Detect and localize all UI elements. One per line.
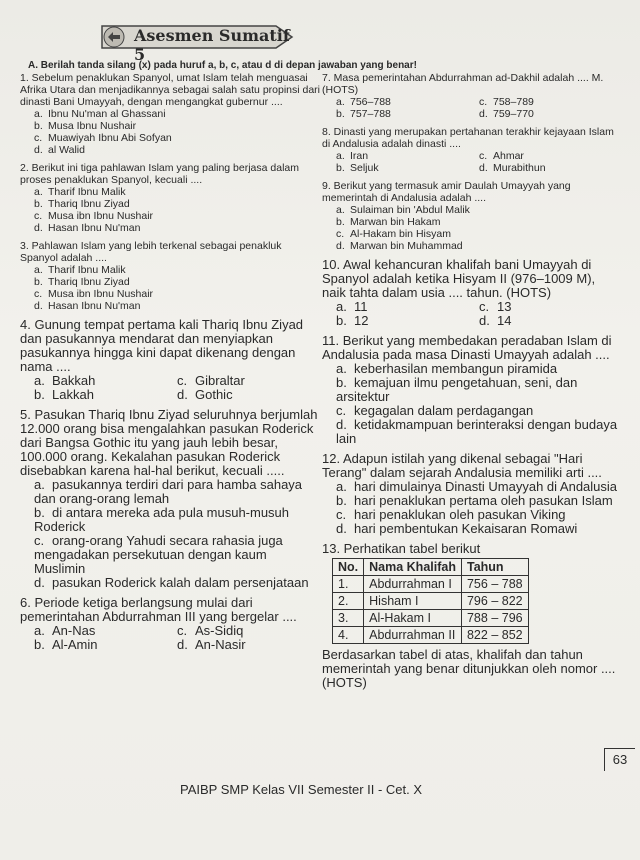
question-item (322, 72, 622, 120)
question-stem: 6. Periode ketiga berlangsung mulai dari pemerintahan Abdurrahman III yang bergelar .... (20, 595, 297, 624)
option-text: Marwan bin Hakam (350, 216, 441, 228)
page-footer: PAIBP SMP Kelas VII Semester II - Cet. X (180, 782, 423, 797)
option-text: Sulaiman bin 'Abdul Malik (350, 204, 470, 216)
answer-option[interactable] (336, 362, 622, 376)
question-stem: 10. Awal kehancuran khalifah bani Umayyah di Spanyol adalah ketika Hisyam II (976–1009 M), naik tahta dalam usia .... tahun. (HOTS) (322, 257, 596, 300)
answer-options (20, 478, 320, 590)
answer-option[interactable] (336, 494, 622, 508)
option-letter: b. (336, 493, 347, 508)
option-text: pasukan Roderick kalah dalam persenjataan (52, 575, 309, 590)
table-cell: 3. (333, 610, 364, 627)
answer-option[interactable] (34, 132, 320, 144)
khalifah-table (332, 558, 529, 644)
option-text: Bakkah (52, 373, 96, 388)
question-stem: 12. Adapun istilah yang dikenal sebagai "Hari Terang" dalam sejarah Andalusia memiliki arti .... (322, 451, 602, 480)
question-item (20, 408, 320, 590)
option-text: 14 (497, 313, 512, 328)
question-stem: 7. Masa pemerintahan Abdurrahman ad-Dakhil adalah .... M. (HOTS) (322, 72, 604, 96)
option-letter: c. (177, 373, 188, 388)
option-letter: d. (34, 300, 43, 312)
option-letter: b. (34, 276, 43, 288)
table-cell: 756 – 788 (461, 576, 528, 593)
option-letter: d. (336, 521, 347, 536)
answer-option[interactable] (336, 314, 479, 328)
table-row (333, 576, 529, 593)
option-text: al Walid (48, 144, 85, 156)
option-letter: c. (479, 299, 490, 314)
table-header-row (333, 559, 529, 576)
option-text: Ibnu Nu'man al Ghassani (48, 108, 166, 120)
answer-options (20, 186, 320, 234)
question-item (322, 452, 622, 536)
option-text: 757–788 (350, 108, 391, 120)
option-text: Muawiyah Ibnu Abi Sofyan (48, 132, 172, 144)
answer-option[interactable] (479, 162, 622, 174)
question-item (322, 334, 622, 446)
answer-option[interactable] (34, 144, 320, 156)
page-number: 63 (604, 748, 635, 771)
answer-options (20, 264, 320, 312)
answer-option[interactable] (336, 150, 479, 162)
answer-options (322, 300, 622, 328)
answer-option[interactable] (34, 576, 320, 590)
table-cell: Al-Hakam I (364, 610, 462, 627)
option-letter: b. (336, 313, 347, 328)
option-text: Ahmar (493, 150, 524, 162)
question-stem: 9. Berikut yang termasuk amir Daulah Umayyah yang memerintah di Andalusia adalah .... (322, 180, 571, 204)
option-text: Thariq Ibnu Ziyad (48, 198, 130, 210)
answer-option[interactable] (336, 162, 479, 174)
option-letter: a. (34, 108, 43, 120)
option-text: Murabithun (493, 162, 546, 174)
option-text: Gibraltar (195, 373, 245, 388)
table-cell: 1. (333, 576, 364, 593)
option-text: hari penaklukan pertama oleh pasukan Islam (354, 493, 613, 508)
option-text: Al-Hakam bin Hisyam (350, 228, 451, 240)
answer-option[interactable] (34, 478, 320, 506)
answer-options (322, 480, 622, 536)
option-letter: a. (34, 264, 43, 276)
answer-option[interactable] (34, 534, 320, 576)
answer-option[interactable] (34, 638, 177, 652)
option-letter: c. (479, 150, 488, 162)
table-header-cell: Tahun (461, 559, 528, 576)
answer-option[interactable] (34, 288, 320, 300)
option-text: As-Sidiq (195, 623, 244, 638)
option-letter: c. (34, 533, 45, 548)
option-letter: a. (336, 150, 345, 162)
question-13 (322, 542, 622, 690)
option-letter: a. (336, 299, 347, 314)
answer-option[interactable] (34, 264, 320, 276)
option-text: Hasan Ibnu Nu'man (48, 222, 141, 234)
option-letter: d. (177, 387, 188, 402)
answer-option[interactable] (34, 186, 320, 198)
answer-option[interactable] (34, 374, 177, 388)
answer-option[interactable] (336, 108, 479, 120)
answer-option[interactable] (177, 388, 320, 402)
answer-option[interactable] (34, 120, 320, 132)
table-cell: 4. (333, 627, 364, 644)
answer-option[interactable] (336, 300, 479, 314)
answer-option[interactable] (336, 216, 622, 228)
option-letter: d. (336, 417, 347, 432)
option-letter: c. (336, 228, 345, 240)
table-cell: Abdurrahman II (364, 627, 462, 644)
banner-title: Asesmen Sumatif 5 (134, 26, 290, 64)
option-letter: d. (34, 575, 45, 590)
option-letter: a. (336, 361, 347, 376)
option-letter: b. (336, 162, 345, 174)
option-text: Musa ibn Ibnu Nushair (48, 288, 154, 300)
table-cell: Hisham I (364, 593, 462, 610)
option-letter: a. (34, 623, 45, 638)
question-stem: 3. Pahlawan Islam yang lebih terkenal sebagai penakluk Spanyol adalah .... (20, 240, 282, 264)
answer-option[interactable] (34, 506, 320, 534)
question-stem: 4. Gunung tempat pertama kali Thariq Ibnu Ziyad dan pasukannya mendarat dan menyiapkan pasukannya hingga kini dapat dikenang dengan nama .... (20, 317, 304, 374)
question-item (20, 596, 320, 652)
answer-options (322, 96, 622, 120)
option-text: Tharif Ibnu Malik (48, 264, 126, 276)
answer-options (322, 204, 622, 252)
option-text: Hasan Ibnu Nu'man (48, 300, 141, 312)
answer-option[interactable] (34, 300, 320, 312)
option-letter: c. (479, 96, 488, 108)
option-text: Gothic (195, 387, 233, 402)
table-cell: 796 – 822 (461, 593, 528, 610)
instruction-text: A. Berilah tanda silang (x) pada huruf a, b, c, atau d di depan jawaban yang benar! (28, 60, 417, 71)
option-text: An-Nas (52, 623, 96, 638)
answer-option[interactable] (336, 522, 622, 536)
option-letter: a. (336, 479, 347, 494)
option-letter: d. (479, 162, 488, 174)
option-text: 756–788 (350, 96, 391, 108)
option-letter: c. (177, 623, 188, 638)
option-letter: d. (177, 637, 188, 652)
answer-option[interactable] (336, 404, 622, 418)
question-stem: 11. Berikut yang membedakan peradaban Islam di Andalusia pada masa Dinasti Umayyah adalah .... (322, 333, 612, 362)
option-text: Musa Ibnu Nushair (48, 120, 137, 132)
answer-option[interactable] (177, 624, 320, 638)
answer-option[interactable] (336, 240, 622, 252)
answer-options (20, 624, 320, 652)
option-text: 11 (354, 299, 368, 314)
option-letter: c. (34, 132, 43, 144)
option-text: Tharif Ibnu Malik (48, 186, 126, 198)
option-text: 759–770 (493, 108, 534, 120)
answer-option[interactable] (479, 300, 622, 314)
option-text: Thariq Ibnu Ziyad (48, 276, 130, 288)
option-text: Iran (350, 150, 369, 162)
option-text: Al-Amin (52, 637, 98, 652)
question-item (322, 126, 622, 174)
option-text: hari pembentukan Kekaisaran Romawi (354, 521, 578, 536)
question-stem: 5. Pasukan Thariq Ibnu Ziyad seluruhnya berjumlah 12.000 orang bisa mengalahkan pasukan Roderick dari Bangsa Gothic itu yang jauh lebih besar, 100.000 orang. Kekalahan pasukan Roderick disebabkan karena hal-hal berikut, kecuali ..... (20, 407, 318, 478)
option-text: An-Nasir (195, 637, 246, 652)
table-header-cell: No. (333, 559, 364, 576)
answer-option[interactable] (336, 508, 622, 522)
answer-option[interactable] (336, 228, 622, 240)
option-text: orang-orang Yahudi secara rahasia juga mengadakan persekutuan dengan kaum Muslimin (34, 533, 283, 576)
left-column (20, 72, 320, 658)
table-cell: 788 – 796 (461, 610, 528, 627)
option-letter: c. (34, 210, 43, 222)
option-text: ketidakmampuan berinteraksi dengan budaya lain (336, 417, 618, 446)
option-text: kemajuan ilmu pengetahuan, seni, dan arsitektur (336, 375, 578, 404)
option-letter: d. (479, 313, 490, 328)
assessment-banner (96, 22, 296, 64)
question-item (20, 72, 320, 156)
option-text: kegagalan dalam perdagangan (354, 403, 534, 418)
answer-option[interactable] (34, 388, 177, 402)
option-letter: b. (34, 120, 43, 132)
option-text: keberhasilan membangun piramida (354, 361, 558, 376)
answer-option[interactable] (479, 96, 622, 108)
option-letter: c. (34, 288, 43, 300)
answer-option[interactable] (34, 108, 320, 120)
option-text: 13 (497, 299, 512, 314)
answer-options (322, 150, 622, 174)
answer-option[interactable] (479, 108, 622, 120)
answer-option[interactable] (34, 276, 320, 288)
option-letter: c. (336, 507, 347, 522)
question-item (20, 240, 320, 312)
question-followup: Berdasarkan tabel di atas, khalifah dan tahun memerintah yang benar ditunjukkan oleh nomor .... (HOTS) (322, 647, 616, 690)
answer-option[interactable] (177, 374, 320, 388)
option-letter: b. (34, 505, 45, 520)
option-letter: b. (34, 387, 45, 402)
question-item (20, 318, 320, 402)
option-letter: a. (336, 204, 345, 216)
option-text: Lakkah (52, 387, 94, 402)
option-letter: a. (336, 96, 345, 108)
option-letter: c. (336, 403, 347, 418)
table-header-cell: Nama Khalifah (364, 559, 462, 576)
option-text: di antara mereka ada pula musuh-musuh Roderick (34, 505, 290, 534)
table-row (333, 593, 529, 610)
right-column (322, 72, 622, 696)
answer-option[interactable] (336, 418, 622, 446)
option-letter: a. (34, 186, 43, 198)
table-cell: 822 – 852 (461, 627, 528, 644)
answer-options (322, 362, 622, 446)
answer-option[interactable] (34, 210, 320, 222)
option-text: Seljuk (350, 162, 379, 174)
question-item (20, 162, 320, 234)
answer-option[interactable] (479, 150, 622, 162)
option-text: 12 (354, 313, 369, 328)
answer-options (20, 374, 320, 402)
option-letter: a. (34, 477, 45, 492)
question-item (322, 258, 622, 328)
answer-option[interactable] (336, 480, 622, 494)
option-text: 758–789 (493, 96, 534, 108)
answer-option[interactable] (34, 198, 320, 210)
answer-option[interactable] (479, 314, 622, 328)
option-letter: d. (336, 240, 345, 252)
question-stem: 8. Dinasti yang merupakan pertahanan terakhir kejayaan Islam di Andalusia adalah dinasti .... (322, 126, 614, 150)
answer-option[interactable] (34, 624, 177, 638)
answer-option[interactable] (336, 376, 622, 404)
option-letter: b. (336, 375, 347, 390)
option-letter: b. (336, 108, 345, 120)
answer-option[interactable] (336, 204, 622, 216)
answer-option[interactable] (336, 96, 479, 108)
option-letter: b. (336, 216, 345, 228)
table-cell: 2. (333, 593, 364, 610)
option-text: pasukannya terdiri dari para hamba sahaya dan orang-orang lemah (34, 477, 303, 506)
option-letter: b. (34, 198, 43, 210)
option-text: Marwan bin Muhammad (350, 240, 463, 252)
question-item (322, 180, 622, 252)
option-text: hari penaklukan oleh pasukan Viking (354, 507, 566, 522)
option-letter: b. (34, 637, 45, 652)
answer-options (20, 108, 320, 156)
table-row (333, 627, 529, 644)
option-letter: d. (34, 222, 43, 234)
answer-option[interactable] (177, 638, 320, 652)
table-cell: Abdurrahman I (364, 576, 462, 593)
option-text: hari dimulainya Dinasti Umayyah di Andalusia (354, 479, 618, 494)
question-stem: 13. Perhatikan tabel berikut (322, 541, 481, 556)
table-row (333, 610, 529, 627)
option-text: Musa ibn Ibnu Nushair (48, 210, 154, 222)
answer-option[interactable] (34, 222, 320, 234)
option-letter: d. (479, 108, 488, 120)
question-stem: 2. Berikut ini tiga pahlawan Islam yang paling berjasa dalam proses penaklukan Spanyol, kecuali .... (20, 162, 299, 186)
option-letter: a. (34, 373, 45, 388)
option-letter: d. (34, 144, 43, 156)
question-stem: 1. Sebelum penaklukan Spanyol, umat Islam telah menguasai Afrika Utara dan menjadikannya sebagai salah satu propinsi dari dinasti Bani Umayyah, dengan mengangkat gubernur .... (20, 72, 321, 108)
